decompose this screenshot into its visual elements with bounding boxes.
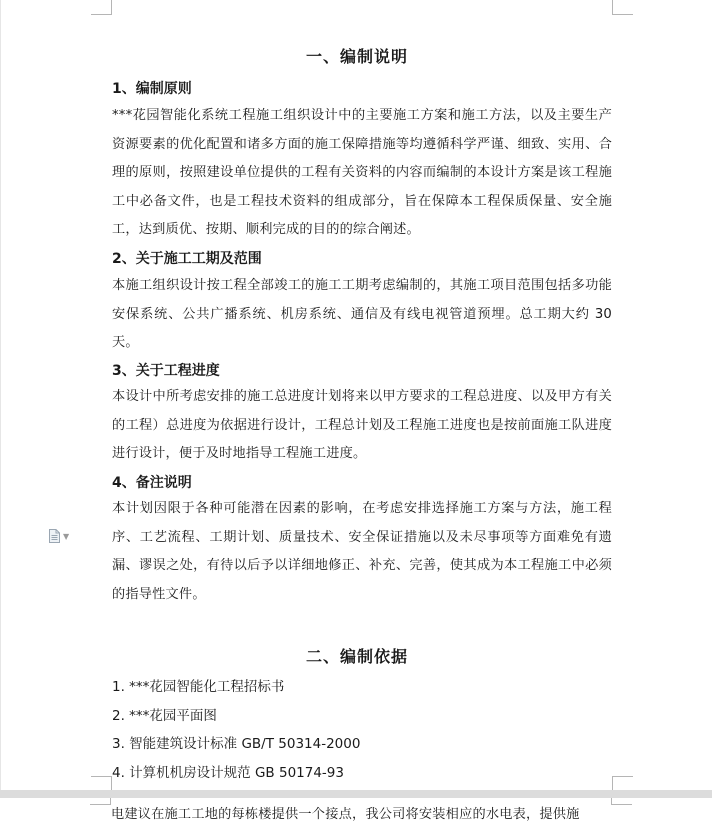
list-item: 2. ***花园平面图 xyxy=(112,707,217,724)
document-icon xyxy=(49,529,60,543)
heading-schedule-scope: 2、关于施工工期及范围 xyxy=(112,251,262,267)
paragraph-compile-principle: ***花园智能化系统工程施工组织设计中的主要施工方案和施工方法，以及主要生产资源要素的优化配置和诸多方面的施工保障措施等均遵循科学严谨、细致、实用、合理的原则，按照建设单位提供的工程有关资料的内容而编制的本设计方案是该工程施工中必备文件，也是工程技术资料的组成部分，旨在保障本工程保质保量、安全施工，达到质优、按期、顺利完成的目的的综合阐述。 xyxy=(112,108,612,237)
page-separator xyxy=(0,790,712,798)
document-page-next xyxy=(0,798,712,828)
heading-progress: 3、关于工程进度 xyxy=(112,363,220,379)
dropdown-caret-icon: ▼ xyxy=(63,531,70,541)
margin-corner-mark xyxy=(612,776,633,791)
paragraph-progress: 本设计中所考虑安排的施工总进度计划将来以甲方要求的工程总进度、以及甲方有关的工程）总进度为依据进行设计，工程总计划及工程施工进度也是按前面施工队进度进行设计，便于及时地指导工程施工进度。 xyxy=(112,389,612,461)
section-title-1: 一、编制说明 xyxy=(305,47,408,66)
paragraph-remarks: 本计划因限于各种可能潜在因素的影响，在考虑安排选择施工方案与方法，施工程序、工艺流程、工期计划、质量技术、安全保证措施以及未尽事项等方面难免有遗漏、谬误之处，有待以后予以详细地修正、补充、完善，使其成为本工程施工中必须的指导性文件。 xyxy=(112,501,612,602)
list-item: 1. ***花园智能化工程招标书 xyxy=(112,679,285,695)
list-item: 3. 智能建筑设计标准 GB/T 50314-2000 xyxy=(112,736,361,752)
heading-remarks: 4、备注说明 xyxy=(112,475,192,491)
margin-corner-mark xyxy=(612,0,633,15)
margin-corner-mark xyxy=(91,0,112,15)
section-title-2: 二、编制依据 xyxy=(305,647,408,666)
heading-compile-principle: 1、编制原则 xyxy=(112,81,192,97)
paragraph-next-page: 电建议在施工工地的每栋楼提供一个接点，我公司将安装相应的水电表，提供施 xyxy=(111,807,580,822)
list-item: 4. 计算机机房设计规范 GB 50174-93 xyxy=(112,764,344,781)
paragraph-options-marker[interactable] xyxy=(49,528,79,544)
margin-corner-mark xyxy=(611,798,632,805)
margin-corner-mark xyxy=(91,776,112,791)
basis-list xyxy=(112,673,360,787)
paragraph-schedule-scope: 本施工组织设计按工程全部竣工的施工工期考虑编制的，其施工项目范围包括多功能安保系统、公共广播系统、机房系统、通信及有线电视管道预埋。总工期大约 30 天。 xyxy=(112,278,612,350)
margin-corner-mark xyxy=(90,798,111,805)
